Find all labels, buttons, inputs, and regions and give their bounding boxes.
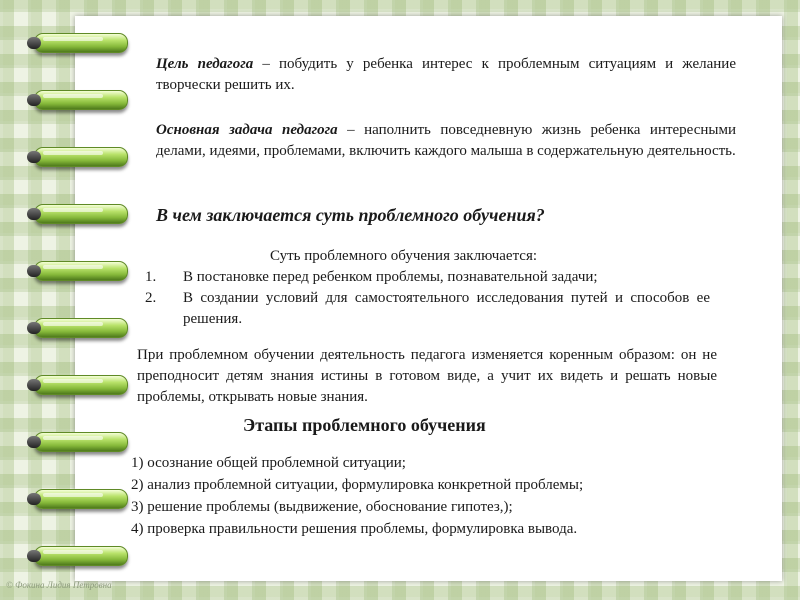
list-item-text: В создании условий для самостоятельного исследования путей и способов ее решения.	[183, 290, 710, 327]
binder-ring-icon	[34, 318, 128, 338]
goal-text: – побудить у ребенка интерес к проблемным ситуациям и желание творчески решить их.	[156, 56, 736, 93]
list-item-number: 2.	[145, 290, 157, 306]
goal-paragraph	[156, 54, 736, 96]
stages-list	[131, 452, 731, 540]
list-item: 4) проверка правильности решения проблемы, формулировка вывода.	[131, 521, 578, 537]
binder-ring-icon	[34, 261, 128, 281]
binder-ring-icon	[34, 90, 128, 110]
binder-ring-icon	[34, 489, 128, 509]
binder-ring-icon	[34, 432, 128, 452]
goal-term: Цель педагога	[156, 56, 254, 72]
list-item: 2) анализ проблемной ситуации, формулировка конкретной проблемы;	[131, 477, 584, 493]
main-task-text: – наполнить повседневную жизнь ребенка интересными делами, идеями, проблемами, включить каждого малыша в содержательную деятельность.	[156, 122, 736, 159]
list-item: 3) решение проблемы (выдвижение, обоснование гипотез,);	[131, 499, 513, 515]
binder-ring-icon	[34, 147, 128, 167]
notebook-rings	[0, 0, 130, 600]
teacher-paragraph: При проблемном обучении деятельность педагога изменяется коренным образом: он не преподносит детям знания истины в готовом виде, а учит их видеть и решать новые проблемы, открывать новые знания.	[137, 347, 717, 405]
list-item-number: 1.	[145, 269, 157, 285]
binder-ring-icon	[34, 546, 128, 566]
list-item: 1) осознание общей проблемной ситуации;	[131, 455, 406, 471]
list-item	[145, 267, 710, 288]
list-item-text: В постановке перед ребенком проблемы, познавательной задачи;	[183, 269, 598, 285]
list-item	[145, 288, 710, 330]
stages-heading: Этапы проблемного обучения	[243, 415, 486, 435]
question-heading: В чем заключается суть проблемного обучения?	[156, 205, 545, 225]
main-task-paragraph	[156, 120, 736, 162]
main-task-term: Основная задача педагога	[156, 122, 338, 138]
essence-list	[145, 267, 710, 330]
binder-ring-icon	[34, 375, 128, 395]
essence-intro: Суть проблемного обучения заключается:	[270, 248, 538, 264]
binder-ring-icon	[34, 204, 128, 224]
watermark: © Фокина Лидия Петровна	[6, 580, 112, 590]
binder-ring-icon	[34, 33, 128, 53]
